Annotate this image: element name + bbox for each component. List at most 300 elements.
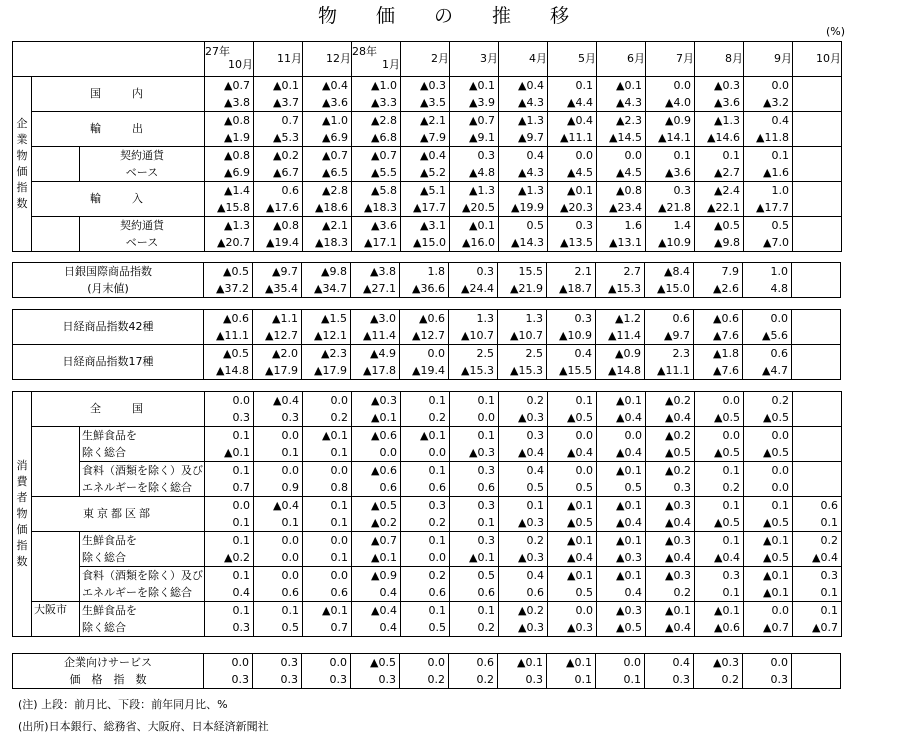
cpi-value: 0.1 [205, 427, 254, 445]
cpi-value: ▲0.3 [450, 444, 499, 462]
month-label: 1月 [382, 58, 400, 71]
corporate-value: 0.0 [646, 77, 695, 95]
corporate-value: ▲1.0 [352, 77, 401, 95]
cpi-value: ▲0.1 [597, 462, 646, 480]
cpi-value: ▲0.2 [499, 602, 548, 620]
boj-value: ▲9.8 [302, 263, 351, 281]
cpi-value: ▲0.1 [744, 584, 793, 602]
nikkei17-value: ▲7.6 [694, 362, 743, 380]
nikkei17-value: ▲19.4 [400, 362, 449, 380]
services-value: 0.0 [302, 654, 351, 672]
nikkei42-value: 0.6 [645, 310, 694, 328]
cpi-value: 0.3 [205, 409, 254, 427]
corporate-value: ▲1.3 [499, 182, 548, 200]
nikkei17-value: ▲4.9 [351, 345, 400, 363]
source-line: (出所)日本銀行、総務省、大阪府、日本経済新聞社 [18, 720, 269, 733]
nikkei42-value: ▲10.7 [498, 327, 547, 345]
services-value: ▲0.3 [694, 654, 743, 672]
cpi-value: ▲0.2 [352, 514, 401, 532]
cpi-value: ▲0.1 [450, 549, 499, 567]
cpi-value: 0.0 [744, 462, 793, 480]
row-label-line1: 生鮮食品を [80, 427, 205, 445]
nikkei17-value: ▲15.5 [547, 362, 596, 380]
corporate-value: ▲0.1 [548, 182, 597, 200]
month-label: 7月 [676, 52, 694, 65]
nikkei17-value: ▲11.1 [645, 362, 694, 380]
cpi-value: 0.5 [254, 619, 303, 637]
page-title: 物 価 の 推 移 [317, 5, 579, 27]
cpi-value: ▲0.2 [205, 549, 254, 567]
cpi-value: ▲0.1 [303, 602, 352, 620]
nikkei17-value: ▲14.8 [596, 362, 645, 380]
boj-value: ▲9.7 [253, 263, 302, 281]
cpi-value: 0.2 [499, 392, 548, 410]
cpi-value: 0.1 [450, 392, 499, 410]
corporate-value [793, 129, 842, 147]
corporate-group-label: 企業物価指数 [13, 77, 32, 252]
cpi-value: ▲0.3 [597, 602, 646, 620]
corporate-value: ▲0.1 [450, 77, 499, 95]
cpi-value: 0.1 [205, 514, 254, 532]
corporate-value: 0.1 [548, 77, 597, 95]
corporate-value: ▲5.8 [352, 182, 401, 200]
cpi-value: 0.0 [205, 392, 254, 410]
cpi-value: ▲0.1 [597, 567, 646, 585]
region-label: 東京都区部 [32, 497, 205, 532]
cpi-value: 0.0 [303, 567, 352, 585]
corporate-value: ▲0.8 [205, 112, 254, 130]
corporate-value: ▲17.7 [744, 199, 793, 217]
corporate-value: ▲0.8 [205, 147, 254, 165]
cpi-value [793, 427, 842, 445]
boj-value: 1.0 [743, 263, 792, 281]
cpi-value: ▲0.1 [646, 602, 695, 620]
corporate-value: 0.7 [254, 112, 303, 130]
nikkei42-value: ▲0.6 [204, 310, 253, 328]
cpi-value: 0.6 [499, 584, 548, 602]
corporate-value: ▲3.9 [450, 94, 499, 112]
corporate-value: ▲4.4 [548, 94, 597, 112]
nikkei42-value: ▲10.9 [547, 327, 596, 345]
nikkei42-value: 0.0 [743, 310, 792, 328]
nikkei17-value: ▲1.8 [694, 345, 743, 363]
nikkei42-value: ▲10.7 [449, 327, 498, 345]
corporate-value: ▲14.1 [646, 129, 695, 147]
cpi-value: 0.1 [450, 427, 499, 445]
corporate-value: ▲2.8 [303, 182, 352, 200]
cpi-value: 0.1 [303, 549, 352, 567]
boj-value: 4.8 [743, 280, 792, 298]
corporate-value: ▲18.3 [352, 199, 401, 217]
cpi-value: 0.0 [303, 392, 352, 410]
cpi-value: 0.1 [793, 584, 842, 602]
services-value: 0.0 [743, 654, 792, 672]
corporate-value: ▲0.7 [205, 77, 254, 95]
corporate-value: ▲4.3 [499, 94, 548, 112]
corporate-value: ▲4.0 [646, 94, 695, 112]
cpi-value: ▲0.1 [597, 532, 646, 550]
indent-blank [32, 147, 80, 182]
corporate-value: ▲7.9 [401, 129, 450, 147]
corporate-value: ▲0.8 [254, 217, 303, 235]
corporate-value: ▲3.6 [352, 217, 401, 235]
nikkei17-value: ▲17.9 [302, 362, 351, 380]
corporate-price-table [12, 41, 842, 252]
nikkei42-value: ▲1.5 [302, 310, 351, 328]
cpi-value: 0.1 [793, 602, 842, 620]
cpi-value: 0.1 [695, 532, 744, 550]
cpi-value: 0.1 [205, 462, 254, 480]
cpi-value: 0.9 [254, 479, 303, 497]
corporate-value: ▲0.4 [499, 77, 548, 95]
corporate-value [793, 199, 842, 217]
corporate-value: 0.1 [646, 147, 695, 165]
corporate-value: ▲15.0 [401, 234, 450, 252]
cpi-value: ▲0.3 [499, 549, 548, 567]
corporate-value: ▲4.5 [548, 164, 597, 182]
corporate-value: ▲17.1 [352, 234, 401, 252]
cpi-value: ▲0.4 [597, 514, 646, 532]
corporate-value: 0.4 [499, 147, 548, 165]
corporate-value: ▲0.3 [401, 77, 450, 95]
row-label-line1: 生鮮食品を [80, 602, 205, 620]
corporate-value: ▲3.6 [303, 94, 352, 112]
month-header [401, 42, 450, 77]
nikkei42-value: ▲12.7 [400, 327, 449, 345]
corporate-value: ▲4.5 [597, 164, 646, 182]
cpi-value: 0.6 [793, 497, 842, 515]
corporate-value: ▲23.4 [597, 199, 646, 217]
nikkei42-value: ▲12.1 [302, 327, 351, 345]
cpi-value: 0.0 [401, 549, 450, 567]
corporate-value: ▲0.4 [401, 147, 450, 165]
cpi-value: ▲0.6 [695, 619, 744, 637]
cpi-value: 0.1 [205, 532, 254, 550]
corporate-value [793, 164, 842, 182]
corporate-value: 0.0 [548, 147, 597, 165]
cpi-value: 0.0 [254, 567, 303, 585]
cpi-value: ▲0.3 [646, 532, 695, 550]
month-header [597, 42, 646, 77]
cpi-value: 0.0 [548, 462, 597, 480]
nikkei42-value: 1.3 [449, 310, 498, 328]
corporate-value: 0.5 [744, 217, 793, 235]
cpi-value: 0.2 [793, 532, 842, 550]
cpi-value: ▲0.5 [352, 497, 401, 515]
cpi-value: 0.0 [352, 444, 401, 462]
corporate-value: ▲6.9 [205, 164, 254, 182]
cpi-value: 0.0 [254, 427, 303, 445]
corporate-value: 0.4 [744, 112, 793, 130]
cpi-value: ▲0.3 [499, 514, 548, 532]
cpi-value: 0.3 [450, 532, 499, 550]
boj-value: ▲15.0 [645, 280, 694, 298]
corporate-value: 1.4 [646, 217, 695, 235]
corporate-value: ▲0.8 [597, 182, 646, 200]
month-header [450, 42, 499, 77]
month-label: 10月 [228, 58, 253, 71]
month-header [695, 42, 744, 77]
services-value: 0.1 [547, 671, 596, 689]
services-value [792, 671, 841, 689]
cpi-value: 0.0 [695, 392, 744, 410]
corporate-value: ▲5.3 [254, 129, 303, 147]
cpi-value: 0.2 [450, 619, 499, 637]
cpi-value: ▲0.2 [646, 427, 695, 445]
corporate-value: ▲3.8 [205, 94, 254, 112]
cpi-value: ▲0.5 [744, 409, 793, 427]
corporate-value: ▲7.0 [744, 234, 793, 252]
cpi-value: ▲0.2 [646, 392, 695, 410]
boj-value: ▲18.7 [547, 280, 596, 298]
corporate-value: ▲4.3 [499, 164, 548, 182]
cpi-value: 0.3 [793, 567, 842, 585]
month-header [352, 42, 401, 77]
month-header [205, 42, 254, 77]
corporate-value: ▲0.1 [254, 77, 303, 95]
cpi-value: 0.0 [205, 497, 254, 515]
cpi-value: 0.1 [793, 514, 842, 532]
cpi-value: ▲0.1 [597, 392, 646, 410]
cpi-value: ▲0.7 [744, 619, 793, 637]
cpi-value: 0.3 [450, 462, 499, 480]
row-label-line2: ベース [80, 164, 205, 182]
corporate-value: 0.3 [548, 217, 597, 235]
month-header [646, 42, 695, 77]
corporate-value: ▲3.1 [401, 217, 450, 235]
nikkei42-value [792, 310, 841, 328]
corporate-value: ▲10.9 [646, 234, 695, 252]
row-label-line1: 契約通貨 [80, 217, 205, 235]
nikkei42-value [792, 327, 841, 345]
cpi-value: 0.1 [254, 602, 303, 620]
corporate-value: ▲1.0 [303, 112, 352, 130]
corporate-value: ▲6.9 [303, 129, 352, 147]
cpi-value: ▲0.5 [744, 444, 793, 462]
row-label-line1: 生鮮食品を [80, 532, 205, 550]
corporate-value: ▲20.3 [548, 199, 597, 217]
boj-value: 1.8 [400, 263, 449, 281]
cpi-value: ▲0.5 [744, 514, 793, 532]
nikkei42-value: ▲11.4 [351, 327, 400, 345]
corporate-value: ▲1.3 [499, 112, 548, 130]
nikkei17-value: 0.4 [547, 345, 596, 363]
cpi-value: 0.0 [744, 427, 793, 445]
cpi-value: 0.4 [352, 584, 401, 602]
month-label: 11月 [277, 52, 302, 65]
nikkei42-value: ▲3.0 [351, 310, 400, 328]
cpi-value: ▲0.7 [352, 532, 401, 550]
nikkei42-value: ▲11.1 [204, 327, 253, 345]
corporate-value: ▲1.4 [205, 182, 254, 200]
boj-value: ▲21.9 [498, 280, 547, 298]
boj-value: ▲24.4 [449, 280, 498, 298]
corporate-value: ▲2.3 [597, 112, 646, 130]
indent-blank [32, 427, 80, 497]
corporate-value: ▲4.3 [597, 94, 646, 112]
corporate-value: 0.3 [450, 147, 499, 165]
cpi-value: ▲0.1 [352, 549, 401, 567]
corporate-value: ▲0.7 [450, 112, 499, 130]
month-label: 8月 [725, 52, 743, 65]
unit-label: (%) [826, 25, 846, 38]
boj-value: 15.5 [498, 263, 547, 281]
region-label: 全 国 [32, 392, 205, 427]
services-price-table [12, 653, 841, 689]
cpi-value: 0.6 [401, 584, 450, 602]
corporate-value: ▲2.1 [401, 112, 450, 130]
cpi-value: 0.3 [646, 479, 695, 497]
month-label: 3月 [480, 52, 498, 65]
corporate-value: ▲18.6 [303, 199, 352, 217]
month-label: 5月 [578, 52, 596, 65]
cpi-value: ▲0.1 [597, 497, 646, 515]
corporate-value: ▲18.3 [303, 234, 352, 252]
cpi-value: ▲0.3 [597, 549, 646, 567]
boj-value: ▲37.2 [204, 280, 253, 298]
corporate-value: ▲15.8 [205, 199, 254, 217]
nikkei17-value: 0.6 [743, 345, 792, 363]
corporate-value: 1.6 [597, 217, 646, 235]
services-value: 0.3 [253, 671, 302, 689]
corporate-value: ▲2.8 [352, 112, 401, 130]
boj-value: ▲3.8 [351, 263, 400, 281]
corporate-value [793, 182, 842, 200]
cpi-value: 0.0 [254, 462, 303, 480]
row-label-line2: 除く総合 [80, 444, 205, 462]
nikkei17-value: ▲0.5 [204, 345, 253, 363]
corporate-value: ▲0.4 [303, 77, 352, 95]
cpi-value: ▲0.7 [793, 619, 842, 637]
month-label: 10月 [816, 52, 841, 65]
cpi-value: ▲0.3 [548, 619, 597, 637]
nikkei-commodity-table [12, 309, 841, 380]
cpi-value [793, 409, 842, 427]
row-label-line1: 契約通貨 [80, 147, 205, 165]
services-value: 0.0 [204, 654, 253, 672]
services-value: 0.2 [694, 671, 743, 689]
cpi-value: 0.0 [303, 462, 352, 480]
corporate-value: ▲14.6 [695, 129, 744, 147]
corporate-value: ▲0.4 [548, 112, 597, 130]
year-label: 28年 [352, 45, 377, 58]
boj-value [792, 280, 841, 298]
corporate-value: ▲0.7 [303, 147, 352, 165]
services-value: ▲0.1 [547, 654, 596, 672]
cpi-value: 0.1 [548, 392, 597, 410]
row-label-line2: 価 格 指 数 [13, 671, 204, 689]
cpi-value: 0.3 [499, 427, 548, 445]
cpi-group-label: 消費者物価指数 [13, 392, 32, 637]
cpi-value: 0.5 [401, 619, 450, 637]
services-value: 0.3 [302, 671, 351, 689]
cpi-value: 0.3 [401, 497, 450, 515]
year-label: 27年 [205, 45, 230, 58]
corporate-value: ▲3.7 [254, 94, 303, 112]
nikkei17-value: ▲2.0 [253, 345, 302, 363]
cpi-value: 0.2 [646, 584, 695, 602]
row-label-line2: エネルギーを除く総合 [80, 584, 205, 602]
cpi-value: ▲0.4 [646, 619, 695, 637]
cpi-value: 0.2 [401, 514, 450, 532]
cpi-value: 0.1 [254, 514, 303, 532]
services-value: 0.1 [596, 671, 645, 689]
services-value: 0.3 [204, 671, 253, 689]
cpi-value: 0.1 [303, 514, 352, 532]
corporate-value: 0.0 [597, 147, 646, 165]
cpi-value [793, 462, 842, 480]
corporate-value: ▲6.5 [303, 164, 352, 182]
month-header [793, 42, 842, 77]
cpi-value: ▲0.3 [499, 409, 548, 427]
cpi-value: ▲0.4 [254, 497, 303, 515]
cpi-value: ▲0.4 [352, 602, 401, 620]
boj-value: ▲35.4 [253, 280, 302, 298]
corporate-value: ▲13.1 [597, 234, 646, 252]
cpi-value: ▲0.4 [548, 549, 597, 567]
cpi-value: ▲0.1 [401, 427, 450, 445]
cpi-value: ▲0.5 [695, 444, 744, 462]
nikkei17-value: 2.3 [645, 345, 694, 363]
month-header [303, 42, 352, 77]
corporate-value: ▲3.3 [352, 94, 401, 112]
cpi-value: ▲0.3 [646, 497, 695, 515]
cpi-value: 0.0 [548, 602, 597, 620]
boj-value: 7.9 [694, 263, 743, 281]
row-label-line1: 企業向けサービス [13, 654, 204, 672]
cpi-value: ▲0.1 [695, 602, 744, 620]
row-label-line2: エネルギーを除く総合 [80, 479, 205, 497]
corporate-value: ▲14.3 [499, 234, 548, 252]
boj-value: ▲36.6 [400, 280, 449, 298]
cpi-value: ▲0.1 [352, 409, 401, 427]
corporate-value: 0.5 [499, 217, 548, 235]
cpi-value: 0.0 [744, 479, 793, 497]
cpi-value: ▲0.1 [303, 427, 352, 445]
row-label-line2: 除く総合 [80, 619, 205, 637]
cpi-table [12, 391, 842, 637]
cpi-value: 0.0 [744, 602, 793, 620]
corporate-value: ▲2.7 [695, 164, 744, 182]
cpi-value: 0.2 [695, 479, 744, 497]
month-label: 9月 [774, 52, 792, 65]
corporate-value: ▲11.1 [548, 129, 597, 147]
cpi-value: ▲0.5 [597, 619, 646, 637]
corporate-value: ▲13.5 [548, 234, 597, 252]
corporate-value [793, 234, 842, 252]
corporate-value: ▲16.0 [450, 234, 499, 252]
cpi-value: ▲0.4 [646, 514, 695, 532]
cpi-value: 0.1 [303, 497, 352, 515]
nikkei17-value: ▲14.8 [204, 362, 253, 380]
nikkei42-value: 1.3 [498, 310, 547, 328]
cpi-value: 0.5 [450, 567, 499, 585]
nikkei17-value: ▲15.3 [449, 362, 498, 380]
cpi-value: 0.0 [254, 532, 303, 550]
cpi-value: 0.4 [499, 567, 548, 585]
month-label: 12月 [326, 52, 351, 65]
corporate-value: ▲0.1 [597, 77, 646, 95]
cpi-value: ▲0.5 [695, 409, 744, 427]
cpi-value: 0.4 [597, 584, 646, 602]
corporate-value: ▲17.7 [401, 199, 450, 217]
corporate-value: ▲22.1 [695, 199, 744, 217]
month-label: 4月 [529, 52, 547, 65]
cpi-value [793, 479, 842, 497]
corporate-value [793, 112, 842, 130]
cpi-value: 0.6 [352, 479, 401, 497]
boj-commodity-table [12, 262, 841, 298]
